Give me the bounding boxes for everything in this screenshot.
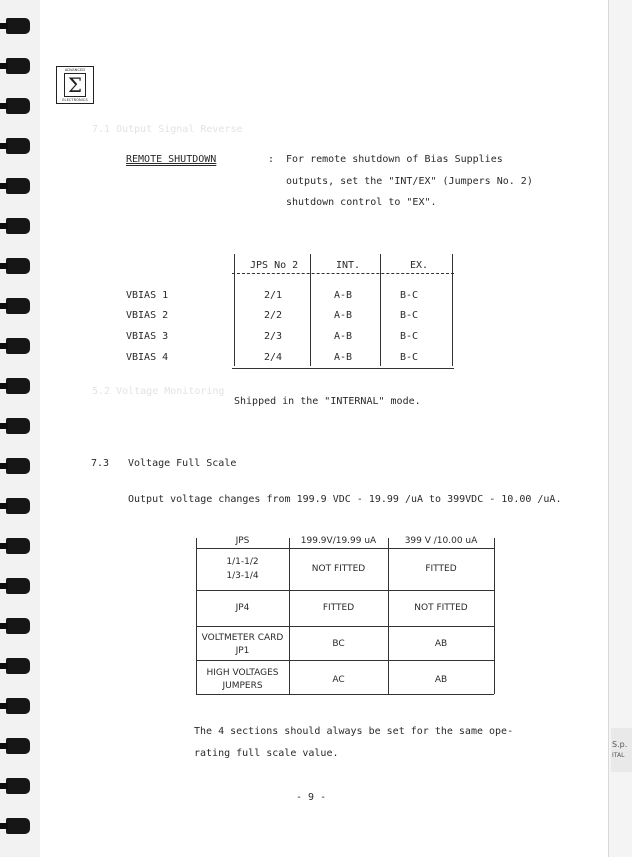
remote-text-line-3: shutdown control to "EX". <box>286 197 437 208</box>
row-label-line-2: JP1 <box>235 646 250 656</box>
section-number: 7.3 <box>91 458 110 469</box>
cell-ex: B-C <box>400 352 419 363</box>
cell-jps: 2/1 <box>264 290 283 301</box>
table-rule <box>380 254 381 366</box>
col-header-int: INT. <box>336 260 361 271</box>
cell-jps: 2/4 <box>264 352 283 363</box>
row-label-line-1: VOLTMETER CARD <box>201 633 284 643</box>
col-header-jps: JPS No 2 <box>250 260 299 271</box>
row-rule <box>196 660 494 661</box>
table-rule <box>452 254 453 366</box>
table-rule <box>289 538 290 694</box>
cell-high-range: NOT FITTED <box>414 603 468 613</box>
row-label-line-2: 1/3-1/4 <box>226 571 259 581</box>
bottom-rule <box>196 694 494 695</box>
cell-int: A-B <box>334 331 353 342</box>
company-logo <box>56 66 94 104</box>
cell-int: A-B <box>334 310 353 321</box>
row-label: VBIAS 1 <box>126 290 169 301</box>
bleed-through-text: 7.1 Output Signal Reverse <box>92 124 243 135</box>
page-number: - 9 - <box>296 792 327 803</box>
header-rule <box>232 273 454 274</box>
col-header-ex: EX. <box>410 260 429 271</box>
cell-int: A-B <box>334 352 353 363</box>
shipped-note: Shipped in the "INTERNAL" mode. <box>234 396 421 407</box>
cell-low-range: AC <box>332 675 345 685</box>
cell-low-range: NOT FITTED <box>311 564 366 574</box>
side-strip-text-1: S.p. <box>612 740 628 749</box>
logo-top-text: ADVANCED <box>64 68 86 72</box>
remote-colon: : <box>268 154 275 165</box>
cell-ex: B-C <box>400 331 419 342</box>
output-voltage-text: Output voltage changes from 199.9 VDC - 19.99 /uA to 399VDC - 10.00 /uA. <box>128 494 562 505</box>
header-rule <box>196 548 494 549</box>
cell-ex: B-C <box>400 310 419 321</box>
row-label-line-1: HIGH VOLTAGES <box>206 668 279 678</box>
table-rule <box>494 538 495 694</box>
cell-high-range: FITTED <box>425 564 457 574</box>
closing-line-2: rating full scale value. <box>194 748 339 759</box>
table-rule <box>310 254 311 366</box>
cell-high-range: AB <box>434 675 448 685</box>
bottom-rule <box>232 368 454 369</box>
cell-low-range: BC <box>332 639 345 649</box>
remote-text-line-2: outputs, set the "INT/EX" (Jumpers No. 2) <box>286 176 533 187</box>
col-header-low-range: 199.9V/19.99 uA <box>300 536 377 546</box>
logo-bottom-text: ELECTRONICS <box>62 98 88 102</box>
col-header-high-range: 399 V /10.00 uA <box>404 536 478 546</box>
closing-line-1: The 4 sections should always be set for the same ope- <box>194 726 514 737</box>
row-rule <box>196 626 494 627</box>
cell-low-range: FITTED <box>322 603 355 613</box>
col-header-jps: JPS <box>235 536 250 546</box>
cell-high-range: AB <box>434 639 448 649</box>
cell-ex: B-C <box>400 290 419 301</box>
sigma-icon: Σ <box>64 73 86 97</box>
row-label-line-1: JP4 <box>235 603 250 613</box>
remote-text-line-1: For remote shutdown of Bias Supplies <box>286 154 503 165</box>
section-title: Voltage Full Scale <box>128 458 237 469</box>
remote-shutdown-heading: REMOTE SHUTDOWN <box>126 154 217 165</box>
row-label: VBIAS 4 <box>126 352 169 363</box>
row-label: VBIAS 2 <box>126 310 169 321</box>
row-label-line-2: JUMPERS <box>222 681 263 691</box>
bleed-through-text: 5.2 Voltage Monitoring <box>92 386 225 397</box>
table-rule <box>234 254 235 366</box>
row-label-line-1: 1/1-1/2 <box>226 557 259 567</box>
cell-jps: 2/3 <box>264 331 283 342</box>
row-rule <box>196 590 494 591</box>
side-strip-text-2: ITAL <box>612 752 625 759</box>
bias-jumper-table <box>126 254 456 372</box>
cell-int: A-B <box>334 290 353 301</box>
table-rule <box>388 538 389 694</box>
cell-jps: 2/2 <box>264 310 283 321</box>
row-label: VBIAS 3 <box>126 331 169 342</box>
full-scale-jumper-table <box>192 534 496 698</box>
